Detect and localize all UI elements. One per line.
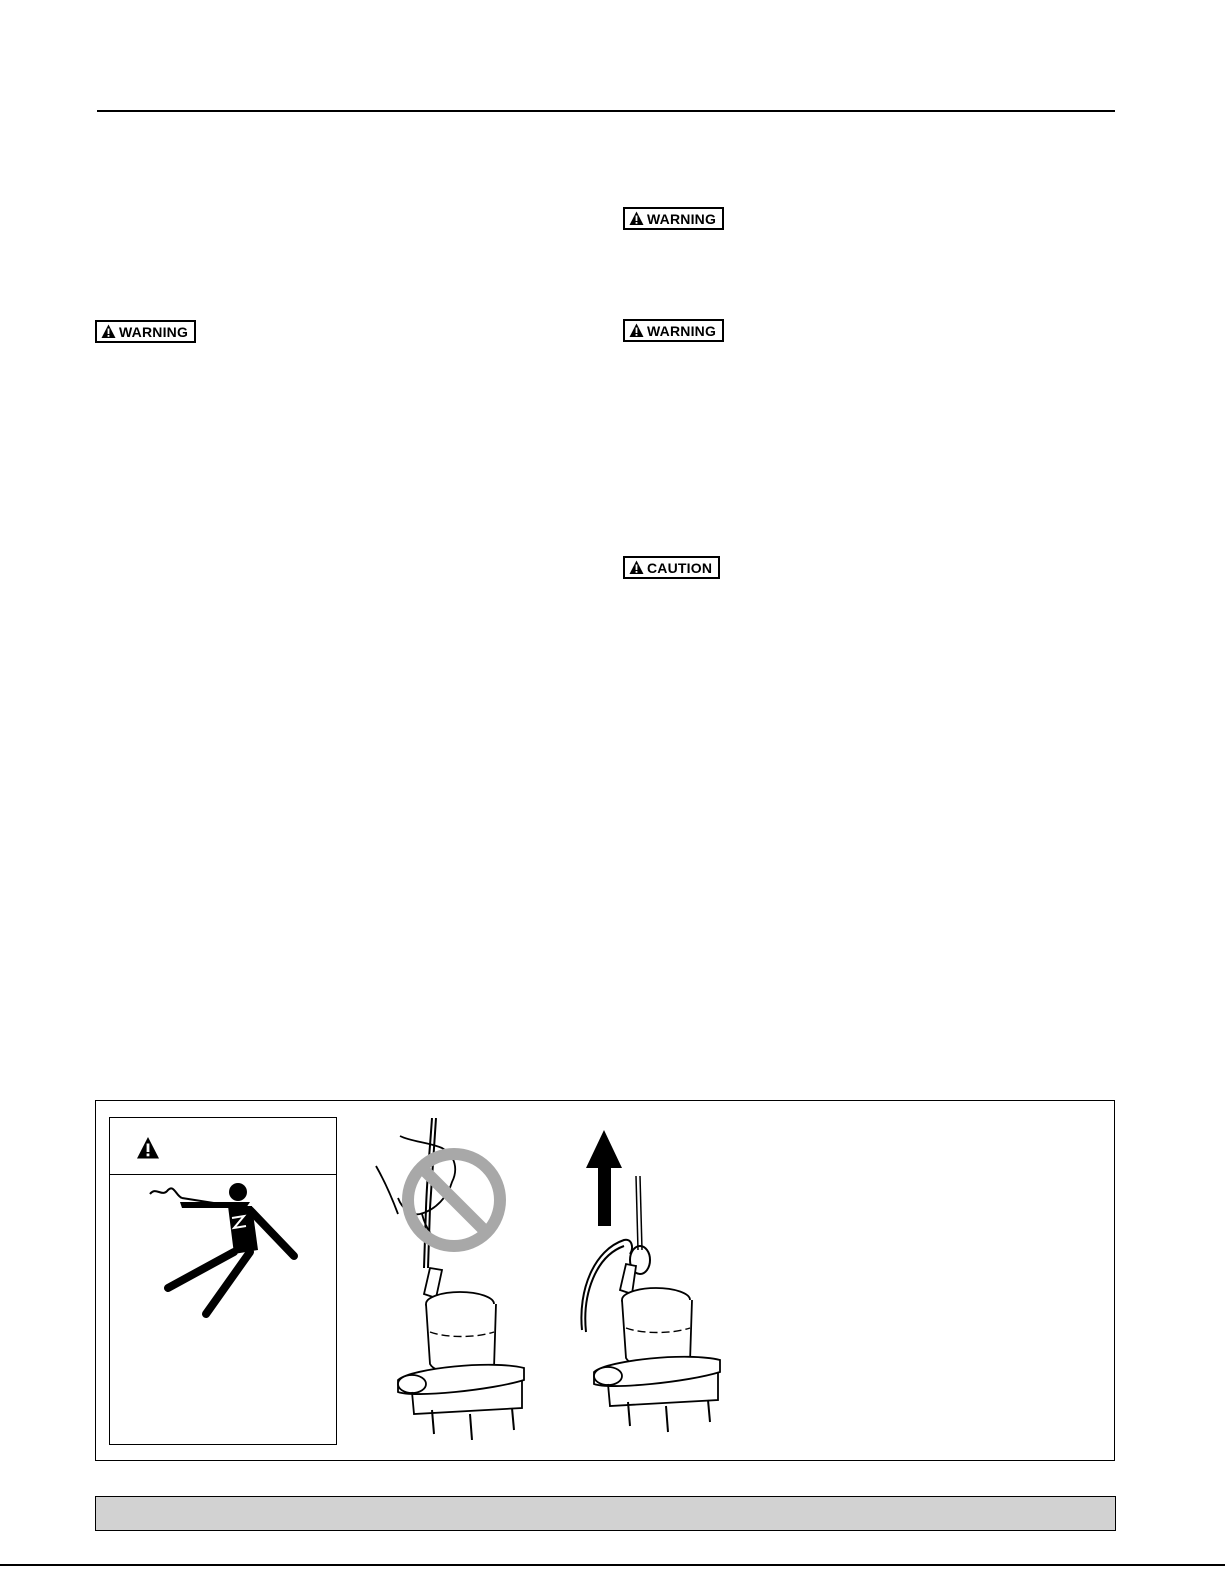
electric-shock-icon: [146, 1180, 306, 1325]
warning-text: WARNING: [647, 210, 717, 227]
warning-label: [623, 319, 724, 342]
caution-text: CAUTION: [647, 559, 713, 576]
footer-rule: [0, 1564, 1225, 1566]
warning-triangle-icon: [101, 324, 116, 339]
footer-bar: [95, 1496, 1116, 1531]
lift-by-handle-illustration: [570, 1130, 735, 1440]
up-arrow-icon: [586, 1130, 622, 1226]
header-rule: [97, 110, 1115, 112]
warning-text: WARNING: [647, 322, 717, 339]
warning-label: [623, 207, 724, 230]
hazard-card-divider: [110, 1174, 336, 1175]
warning-triangle-icon: [136, 1136, 160, 1165]
warning-triangle-icon: [629, 323, 644, 338]
prohibited-icon: [408, 1154, 500, 1246]
caution-label: [623, 556, 720, 579]
warning-text: WARNING: [119, 323, 189, 340]
hazard-card: [109, 1117, 337, 1445]
warning-label: [95, 320, 196, 343]
warning-triangle-icon: [629, 560, 644, 575]
warning-triangle-icon: [629, 211, 644, 226]
lift-by-cord-prohibited-illustration: [372, 1118, 532, 1440]
